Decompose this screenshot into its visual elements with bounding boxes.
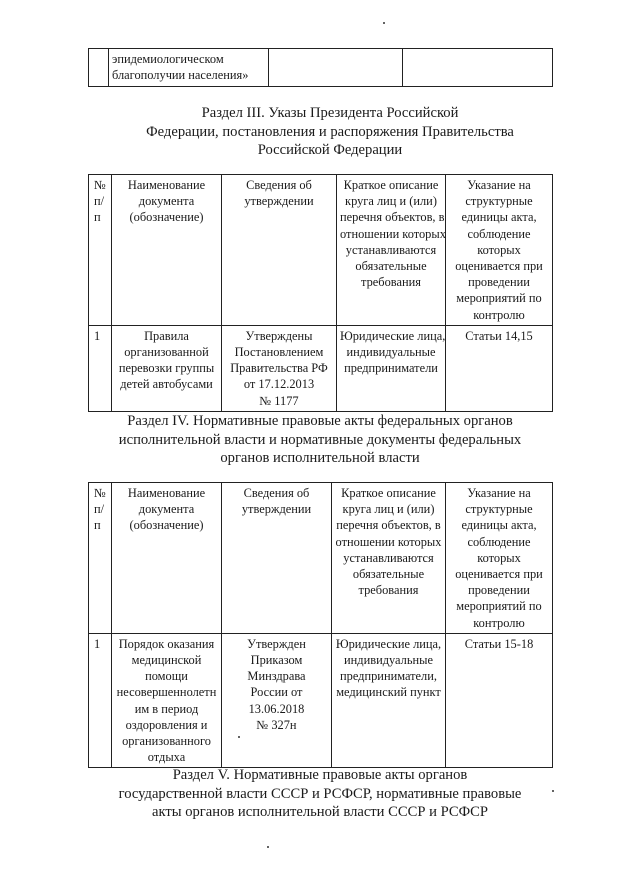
header-name: Наименование документа (обозначение) bbox=[112, 175, 222, 326]
section5-title: Раздел V. Нормативные правовые акты органов государственной власти СССР и РСФСР, нормативные правовые акты органов исполнительной власти СССР и РСФСР bbox=[118, 767, 522, 820]
header-description: Краткое описание круга лиц и (или) перечня объектов, в отношении которых устанавливаются обязательные требования bbox=[332, 483, 446, 634]
header-indication: Указание на структурные единицы акта, соблюдение которых оценивается при проведении мероприятий по контролю bbox=[446, 175, 553, 326]
header-approval: Сведения об утверждении bbox=[222, 175, 337, 326]
row-description: Юридические лица, индивидуальные предприниматели bbox=[337, 325, 446, 411]
table-cell: эпидемиологическом благополучии населения» bbox=[109, 49, 269, 87]
table-row bbox=[89, 633, 553, 768]
row-num: 1 bbox=[89, 633, 112, 768]
header-approval: Сведения об утверждении bbox=[222, 483, 332, 634]
row-approval: Утверждены Постановлением Правительства РФ от 17.12.2013 № 1177 bbox=[222, 325, 337, 411]
top-continuation-table bbox=[88, 48, 553, 87]
table-cell-empty bbox=[89, 49, 109, 87]
header-name: Наименование документа (обозначение) bbox=[112, 483, 222, 634]
table-header-row bbox=[89, 175, 553, 326]
scan-speck bbox=[383, 22, 385, 24]
row-num: 1 bbox=[89, 325, 112, 411]
section3-table bbox=[88, 174, 553, 412]
header-indication: Указание на структурные единицы акта, соблюдение которых оценивается при проведении мероприятий по контролю bbox=[446, 483, 553, 634]
section4-title: Раздел IV. Нормативные правовые акты федеральных органов исполнительной власти и нормативные документы федеральных органов исполнительной власти bbox=[118, 413, 522, 466]
row-name: Правила организованной перевозки группы детей автобусами bbox=[112, 325, 222, 411]
scan-speck bbox=[552, 790, 554, 792]
row-name: Порядок оказания медицинской помощи несовершеннолетн им в период оздоровления и организованного отдыха bbox=[112, 633, 222, 768]
table-header-row bbox=[89, 483, 553, 634]
row-indication: Статьи 14,15 bbox=[446, 325, 553, 411]
scan-speck bbox=[267, 846, 269, 848]
section4-table bbox=[88, 482, 553, 768]
header-num: № п/ п bbox=[89, 483, 112, 634]
table-cell-empty bbox=[403, 49, 553, 87]
header-description: Краткое описание круга лиц и (или) перечня объектов, в отношении которых устанавливаются обязательные требования bbox=[337, 175, 446, 326]
table-cell-empty bbox=[269, 49, 403, 87]
row-approval: Утвержден Приказом Минздрава России от 13.06.2018 № 327н bbox=[222, 633, 332, 768]
table-row bbox=[89, 49, 553, 87]
row-description: Юридические лица, индивидуальные предприниматели, медицинский пункт bbox=[332, 633, 446, 768]
header-num: № п/ п bbox=[89, 175, 112, 326]
row-indication: Статьи 15-18 bbox=[446, 633, 553, 768]
section3-title: Раздел III. Указы Президента Российской Федерации, постановления и распоряжения Правительства Российской Федерации bbox=[146, 105, 514, 158]
table-row bbox=[89, 325, 553, 411]
